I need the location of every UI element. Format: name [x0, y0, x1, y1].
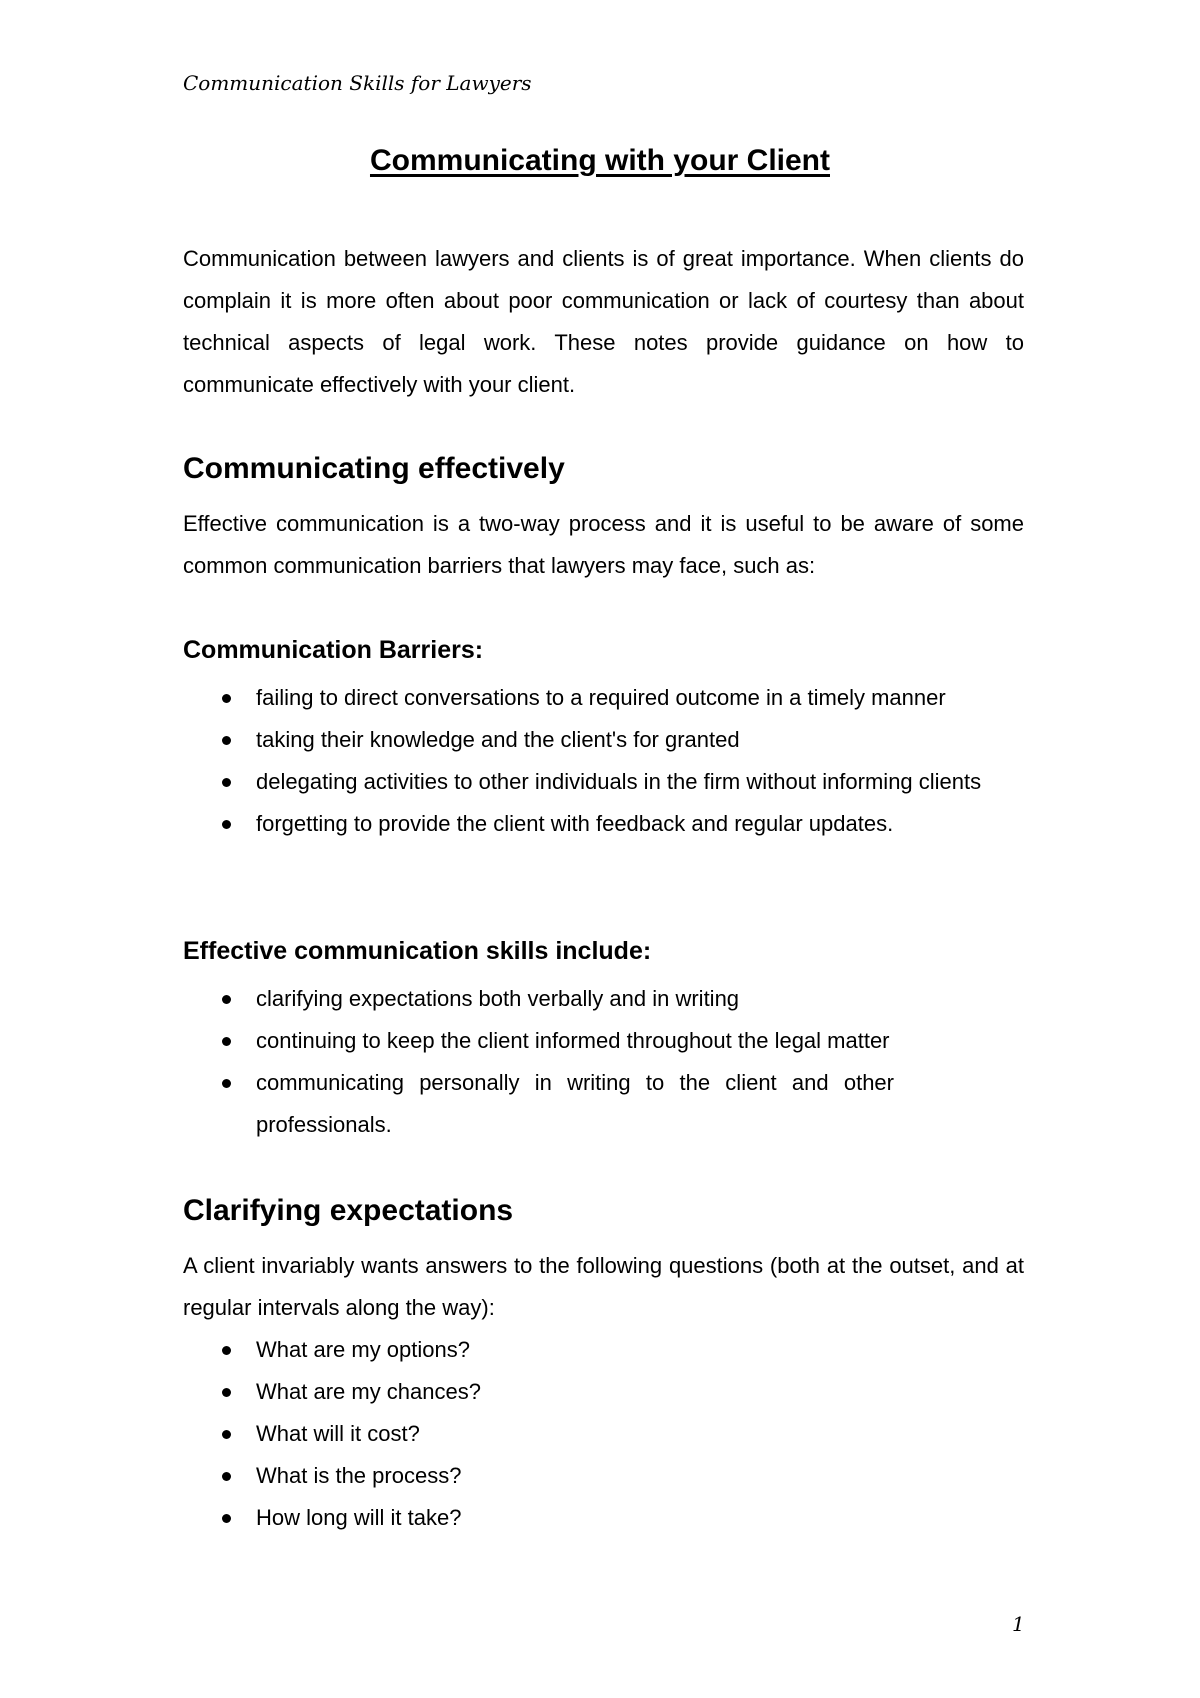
bullet-icon — [222, 1472, 231, 1481]
bullet-icon — [222, 1514, 231, 1523]
bullet-icon — [222, 995, 231, 1004]
bullet-icon — [222, 1079, 231, 1088]
page-number: 1 — [1012, 1612, 1025, 1636]
bullet-icon — [222, 736, 231, 745]
intro-paragraph: Communication between lawyers and clients is of great importance. When clients do complain it is more often about poor communication or lack of courtesy than about technical aspects of legal work. These notes provide guidance on how to communicate effectively with your client. — [183, 246, 1024, 397]
section-heading-clarifying-expectations: Clarifying expectations — [183, 1194, 514, 1227]
list-item: communicating personally in writing to the client and other professionals. — [183, 1062, 1024, 1146]
list-item: failing to direct conversations to a required outcome in a timely manner — [183, 677, 1024, 719]
subheading-communication-barriers: Communication Barriers: — [183, 636, 484, 664]
list-item: How long will it take? — [183, 1497, 1024, 1539]
questions-list — [183, 1329, 1024, 1539]
list-item: delegating activities to other individuals in the firm without informing clients — [183, 761, 1024, 803]
skills-list — [183, 978, 1024, 1146]
list-item: What are my chances? — [183, 1371, 1024, 1413]
section-heading-communicating-effectively: Communicating effectively — [183, 452, 565, 485]
section-paragraph-clarifying-expectations: A client invariably wants answers to the following questions (both at the outset, and at regular intervals along the way): — [183, 1253, 1024, 1320]
barriers-list — [183, 677, 1024, 845]
bullet-icon — [222, 1346, 231, 1355]
section-paragraph-communicating-effectively: Effective communication is a two-way process and it is useful to be aware of some common communication barriers that lawyers may face, such as: — [183, 511, 1024, 578]
list-item: What are my options? — [183, 1329, 1024, 1371]
list-item: What will it cost? — [183, 1413, 1024, 1455]
list-item: forgetting to provide the client with feedback and regular updates. — [183, 803, 1024, 845]
running-header: Communication Skills for Lawyers — [183, 71, 532, 95]
bullet-icon — [222, 1430, 231, 1439]
list-item: What is the process? — [183, 1455, 1024, 1497]
bullet-icon — [222, 778, 231, 787]
bullet-icon — [222, 1037, 231, 1046]
bullet-icon — [222, 1388, 231, 1397]
list-item: continuing to keep the client informed throughout the legal matter — [183, 1020, 1024, 1062]
page-title: Communicating with your Client — [369, 144, 830, 177]
subheading-effective-skills: Effective communication skills include: — [183, 937, 652, 965]
list-item: taking their knowledge and the client's for granted — [183, 719, 1024, 761]
list-item: clarifying expectations both verbally and in writing — [183, 978, 1024, 1020]
bullet-icon — [222, 694, 231, 703]
bullet-icon — [222, 820, 231, 829]
